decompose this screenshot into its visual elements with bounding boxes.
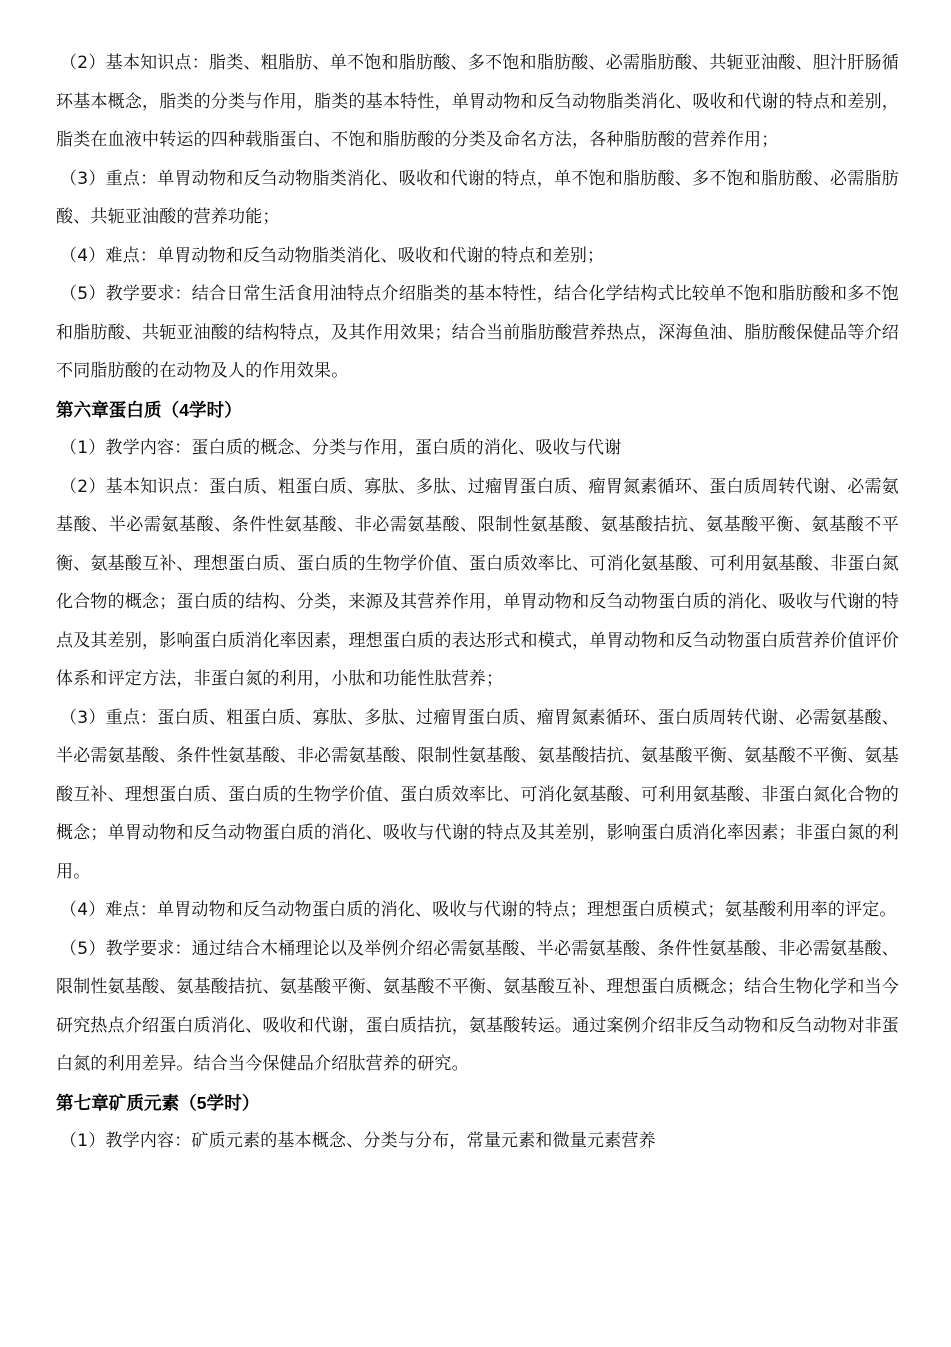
paragraph-protein-teaching-requirements: （5）教学要求：通过结合木桶理论以及举例介绍必需氨基酸、半必需氨基酸、条件性氨基酸、非必需氨基酸、限制性氨基酸、氨基酸拮抗、氨基酸平衡、氨基酸不平衡、氨基酸互补、理想蛋白质概念；结合生物化学和当今研究热点介绍蛋白质消化、吸收和代谢，蛋白质拮抗，氨基酸转运。通过案例介绍非反刍动物和反刍动物对非蛋白氮的利用差异。结合当今保健品介绍肽营养的研究。 xyxy=(56,938,899,1074)
chapter-heading-minerals: 第七章矿质元素（5学时） xyxy=(56,1092,260,1113)
paragraph-protein-knowledge-points: （2）基本知识点：蛋白质、粗蛋白质、寡肽、多肽、过瘤胃蛋白质、瘤胃氮素循环、蛋白质周转代谢、必需氨基酸、半必需氨基酸、条件性氨基酸、非必需氨基酸、限制性氨基酸、氨基酸拮抗、氨基酸平衡、氨基酸不平衡、氨基酸互补、理想蛋白质、蛋白质的生物学价值、蛋白质效率比、可消化氨基酸、可利用氨基酸、非蛋白氮化合物的概念；蛋白质的结构、分类，来源及其营养作用，单胃动物和反刍动物蛋白质的消化、吸收与代谢的特点及其差别，影响蛋白质消化率因素，理想蛋白质的表达形式和模式，单胃动物和反刍动物蛋白质营养价值评价体系和评定方法，非蛋白氮的利用，小肽和功能性肽营养； xyxy=(56,476,899,689)
paragraph-fat-difficulties: （4）难点：单胃动物和反刍动物脂类消化、吸收和代谢的特点和差别； xyxy=(60,245,605,266)
paragraph-protein-teaching-content: （1）教学内容：蛋白质的概念、分类与作用，蛋白质的消化、吸收与代谢 xyxy=(60,438,622,458)
paragraph-minerals-teaching-content: （1）教学内容：矿质元素的基本概念、分类与分布，常量元素和微量元素营养 xyxy=(60,1131,656,1151)
paragraph-protein-difficulties: （4）难点：单胃动物和反刍动物蛋白质的消化、吸收与代谢的特点；理想蛋白质模式；氨基酸利用率的评定。 xyxy=(60,900,897,920)
chapter-heading-protein: 第六章蛋白质（4学时） xyxy=(56,399,242,420)
paragraph-fat-knowledge-points: （2）基本知识点：脂类、粗脂肪、单不饱和脂肪酸、多不饱和脂肪酸、必需脂肪酸、共轭亚油酸、胆汁肝肠循环基本概念，脂类的分类与作用，脂类的基本特性，单胃动物和反刍动物脂类消化、吸收和代谢的特点和差别，脂类在血液中转运的四种载脂蛋白、不饱和脂肪酸的分类及命名方法，各种脂肪酸的营养作用； xyxy=(56,53,899,150)
paragraph-fat-key-points: （3）重点：单胃动物和反刍动物脂类消化、吸收和代谢的特点，单不饱和脂肪酸、多不饱和脂肪酸、必需脂肪酸、共轭亚油酸的营养功能； xyxy=(56,168,899,227)
paragraph-protein-key-points: （3）重点：蛋白质、粗蛋白质、寡肽、多肽、过瘤胃蛋白质、瘤胃氮素循环、蛋白质周转代谢、必需氨基酸、半必需氨基酸、条件性氨基酸、非必需氨基酸、限制性氨基酸、氨基酸拮抗、氨基酸平衡、氨基酸不平衡、氨基酸互补、理想蛋白质、蛋白质的生物学价值、蛋白质效率比、可消化氨基酸、可利用氨基酸、非蛋白氮化合物的概念；单胃动物和反刍动物蛋白质的消化、吸收与代谢的特点及其差别，影响蛋白质消化率因素；非蛋白氮的利用。 xyxy=(56,707,899,882)
paragraph-fat-teaching-requirements: （5）教学要求：结合日常生活食用油特点介绍脂类的基本特性，结合化学结构式比较单不饱和脂肪酸和多不饱和脂肪酸、共轭亚油酸的结构特点，及其作用效果；结合当前脂肪酸营养热点，深海鱼油、脂肪酸保健品等介绍不同脂肪酸的在动物及人的作用效果。 xyxy=(56,284,899,381)
